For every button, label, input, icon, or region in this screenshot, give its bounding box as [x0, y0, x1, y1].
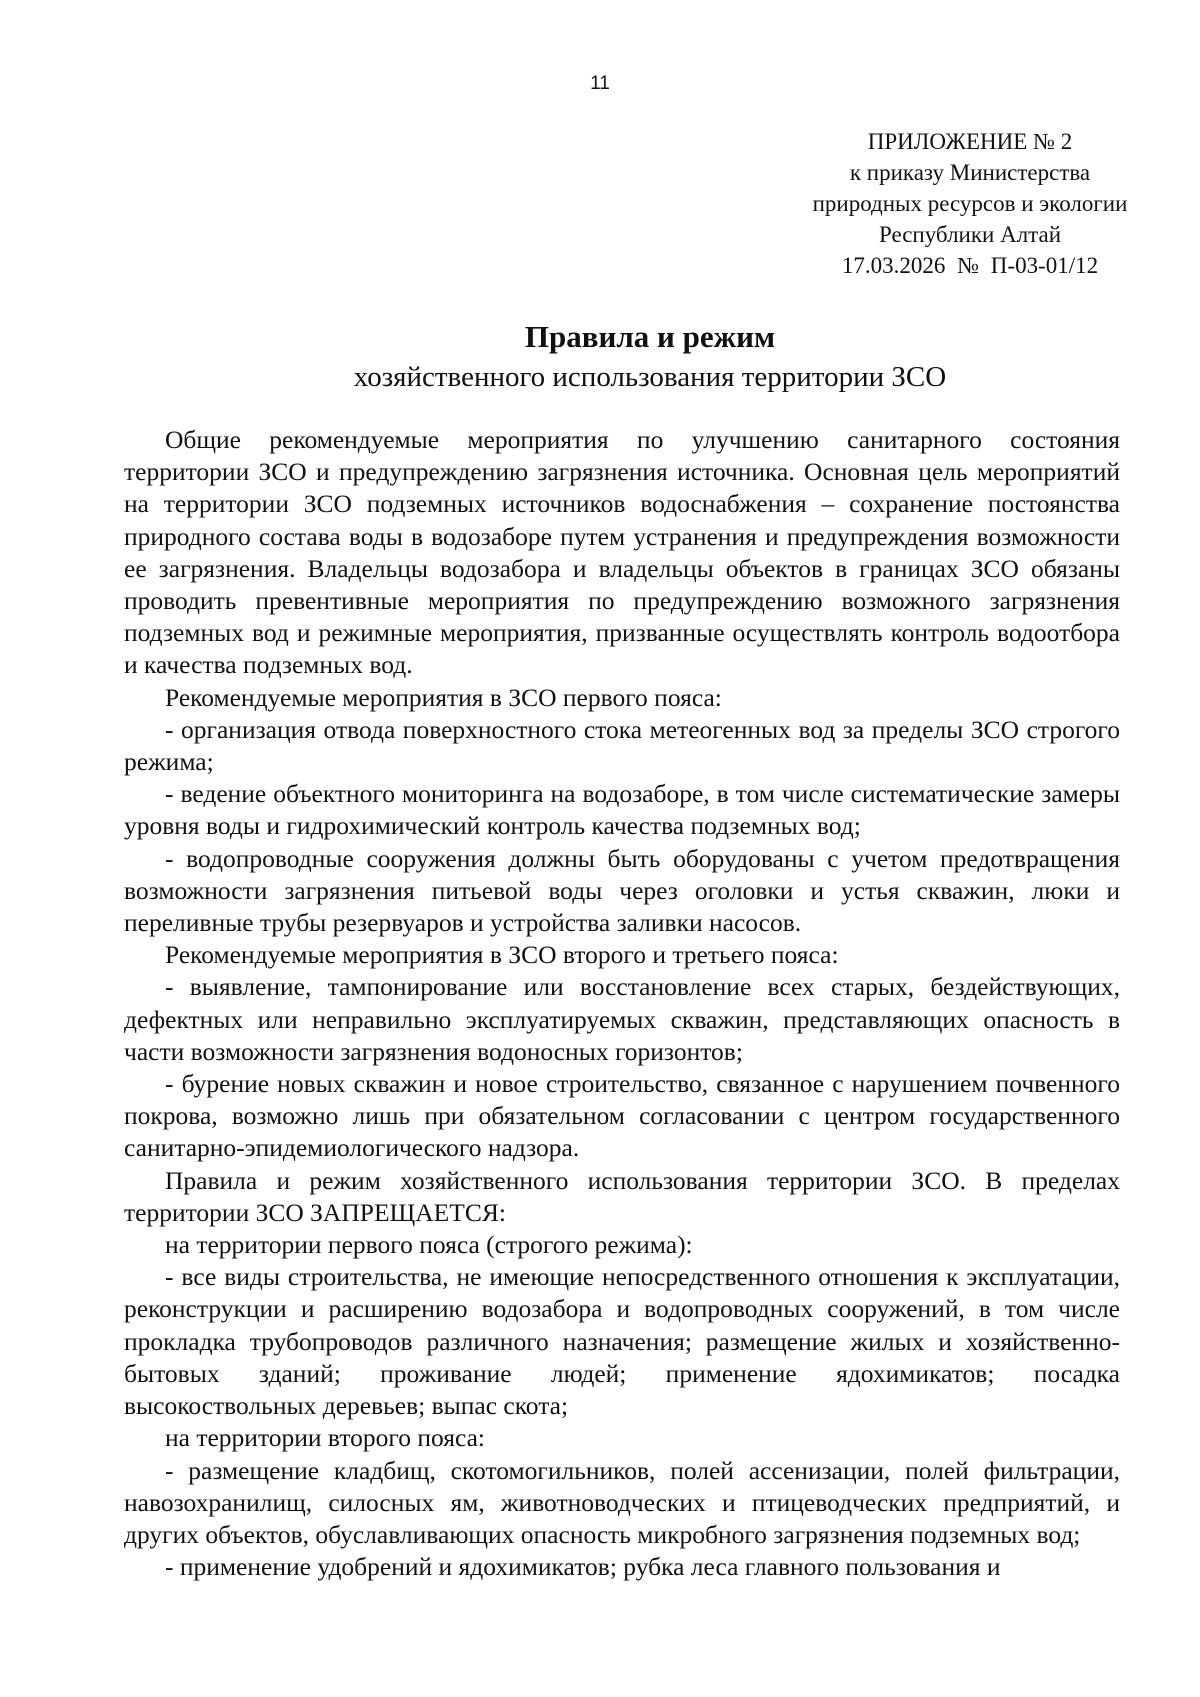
body-paragraph: - водопроводные сооружения должны быть оборудованы с учетом предотвращения возможности загрязнения питьевой воды через оголовки и устья скважин, люки и переливные трубы резервуаров и устройства заливки насосов.: [124, 843, 1120, 938]
body-paragraph: на территории первого пояса (строгого режима):: [165, 1230, 693, 1260]
body-paragraph: Общие рекомендуемые мероприятия по улучшению санитарного состояния территории ЗСО и предупреждению загрязнения источника. Основная цель мероприятий на территории ЗСО подземных источников водоснабжения – сохранение постоянства природного состава воды в водозаборе путем устранения и предупреждения возможности ее загрязнения. Владельцы водозабора и владельцы объектов в границах ЗСО обязаны проводить превентивные мероприятия по предупреждению возможного загрязнения подземных вод и режимные мероприятия, призванные осуществлять контроль водоотбора и качества подземных вод.: [124, 425, 1120, 680]
body-paragraph: - ведение объектного мониторинга на водозаборе, в том числе систематические замеры уровня воды и гидрохимический контроль качества подземных вод;: [124, 779, 1120, 841]
appendix-title: ПРИЛОЖЕНИЕ № 2: [867, 129, 1073, 154]
body-paragraph: Рекомендуемые мероприятия в ЗСО первого пояса:: [165, 682, 722, 712]
body-paragraph: - организация отвода поверхностного стока метеогенных вод за пределы ЗСО строгого режима;: [124, 714, 1120, 777]
appendix-ministry-line: природных ресурсов и экологии: [812, 191, 1128, 216]
document-title: Правила и режим: [524, 319, 776, 354]
appendix-header: [760, 126, 1180, 281]
appendix-region-line: Республики Алтай: [878, 222, 1062, 247]
body-paragraph: Правила и режим хозяйственного использования территории ЗСО. В пределах территории ЗСО ЗАПРЕЩАЕТСЯ:: [124, 1165, 1120, 1227]
appendix-order-line: к приказу Министерства: [849, 160, 1091, 185]
body-paragraph: - бурение новых скважин и новое строительство, связанное с нарушением почвенного покрова, возможно лишь при обязательном согласовании с центром государственного санитарно-эпидемиологического надзора.: [124, 1069, 1120, 1163]
body-paragraph: - размещение кладбищ, скотомогильников, полей ассенизации, полей фильтрации, навозохранилищ, силосных ям, животноводческих и птицеводческих предприятий, и других объектов, обуславливающих опасность микробного загрязнения подземных вод;: [124, 1455, 1120, 1549]
page-number: 11: [590, 73, 610, 94]
body-paragraph: Рекомендуемые мероприятия в ЗСО второго и третьего пояса:: [165, 940, 839, 970]
body-paragraph: на территории второго пояса:: [165, 1423, 486, 1453]
document-body: [124, 424, 1120, 1583]
body-paragraph: - все виды строительства, не имеющие непосредственного отношения к эксплуатации, реконструкции и расширению водозабора и водопроводных сооружений, в том числе прокладка трубопроводов различного назначения; размещение жилых и хозяйственно-бытовых зданий; проживание людей; применение ядохимикатов; посадка высокоствольных деревьев; выпас скота;: [124, 1262, 1120, 1421]
body-paragraph: - выявление, тампонирование или восстановление всех старых, бездействующих, дефектных или неправильно эксплуатируемых скважин, представляющих опасность в части возможности загрязнения водоносных горизонтов;: [124, 972, 1120, 1066]
body-paragraph: - применение удобрений и ядохимикатов; рубка леса главного пользования и: [165, 1552, 1001, 1582]
document-subtitle: хозяйственного использования территории ЗСО: [353, 361, 947, 393]
appendix-date-number: 17.03.2026 № П-03-01/12: [841, 253, 1099, 278]
